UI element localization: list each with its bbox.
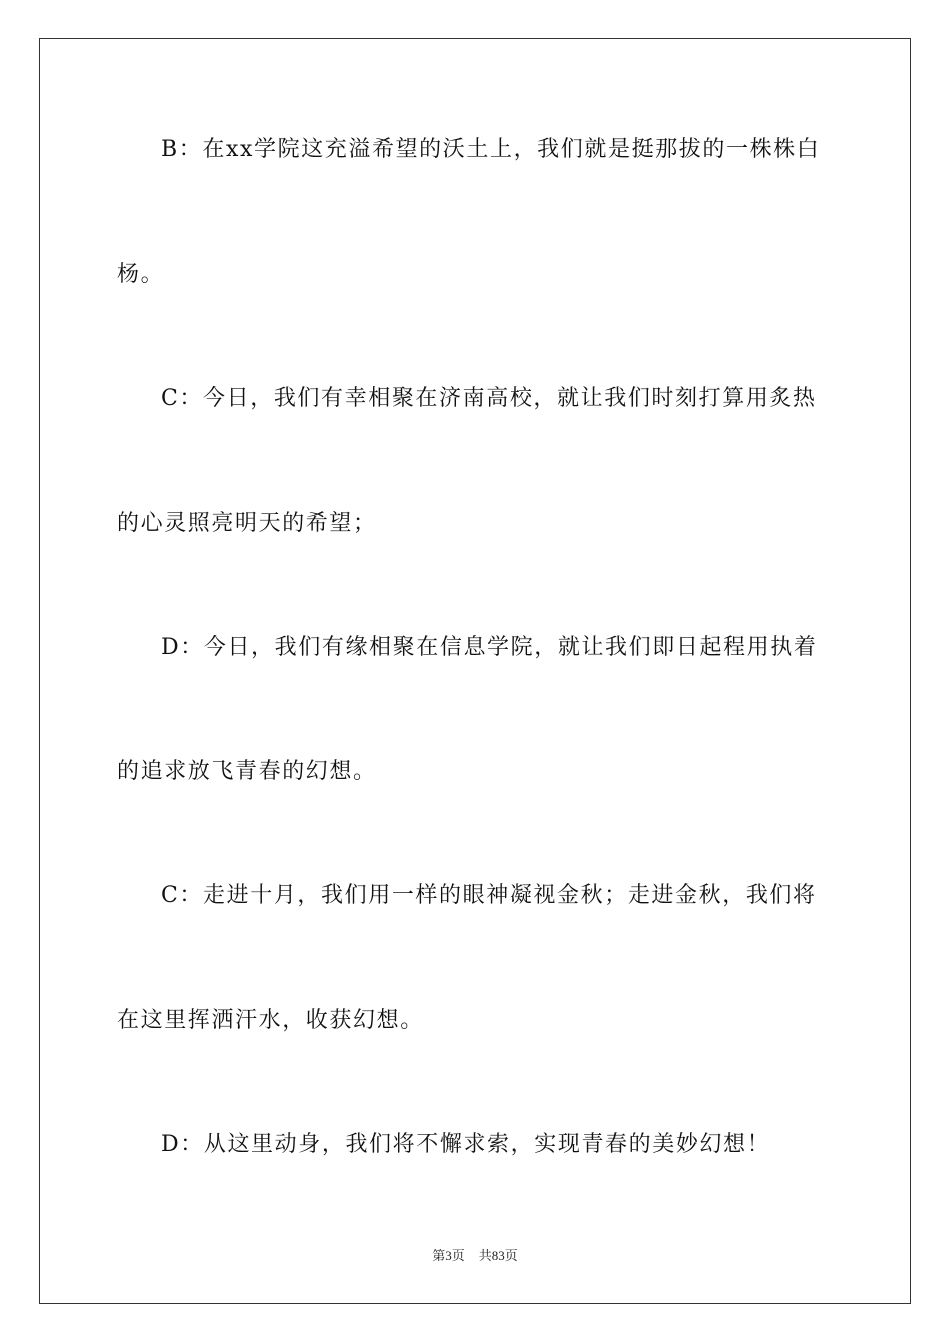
text-line-7: C：走进十月，我们用一样的眼神凝视金秋；走进金秋，我们将 (161, 883, 817, 908)
page-total: 共83页 (478, 1248, 518, 1263)
text-line-2: 杨。 (117, 262, 165, 287)
text-line-4: 的心灵照亮明天的希望； (117, 511, 377, 536)
page-footer (0, 1247, 950, 1265)
text-line-9: D：从这里动身，我们将不懈求索，实现青春的美妙幻想！ (161, 1132, 771, 1157)
text-line-8: 在这里挥洒汗水，收获幻想。 (117, 1008, 424, 1033)
text-line-6: 的追求放飞青春的幻想。 (117, 759, 377, 784)
page-frame (39, 38, 911, 1304)
page-number: 第3页 (432, 1248, 465, 1263)
text-line-3: C：今日，我们有幸相聚在济南高校，就让我们时刻打算用炙热 (161, 386, 817, 411)
text-line-1: B：在xx学院这充溢希望的沃土上，我们就是挺那拔的一株株白 (161, 137, 821, 162)
text-line-5: D：今日，我们有缘相聚在信息学院，就让我们即日起程用执着 (161, 635, 818, 660)
